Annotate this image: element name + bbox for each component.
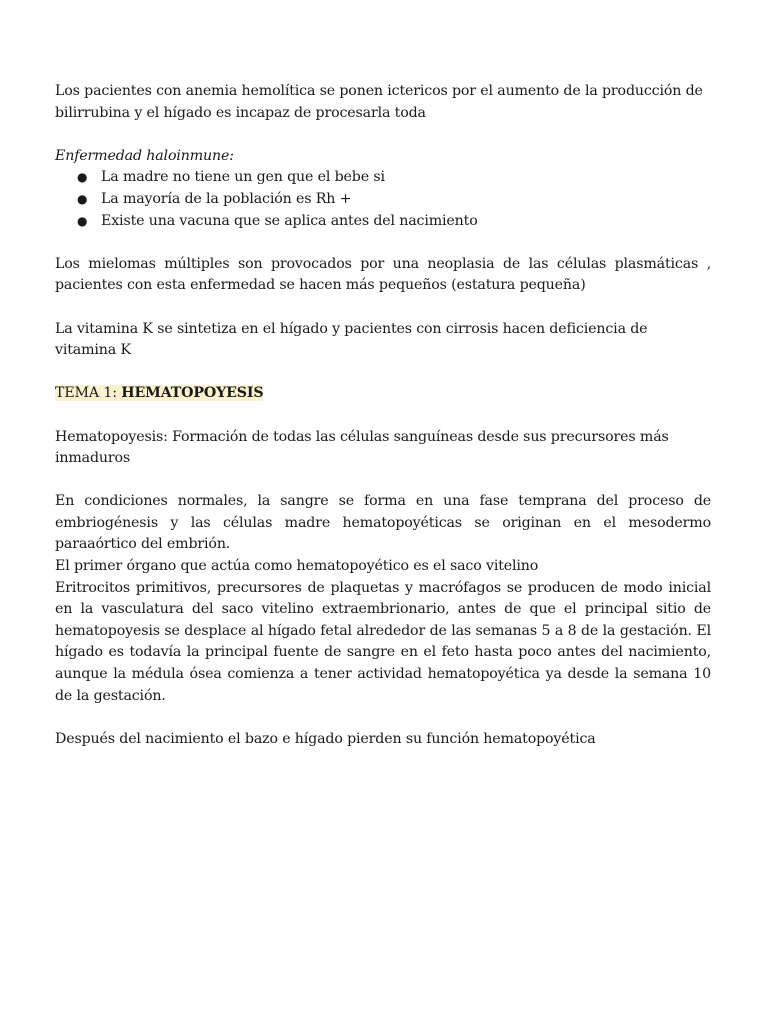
spacer bbox=[55, 124, 711, 146]
paragraph-anemia-hemolitica: Los pacientes con anemia hemolítica se ponen ictericos por el aumento de la producción de bilirrubina y el hígado es incapaz de procesarla toda bbox=[55, 83, 703, 121]
list-item-text: Existe una vacuna que se aplica antes del nacimiento bbox=[101, 212, 478, 229]
spacer bbox=[55, 405, 711, 427]
paragraph-definicion: Hematopoyesis: Formación de todas las células sanguíneas desde sus precursores más inmaduros bbox=[55, 428, 669, 467]
section-heading-prefix: TEMA 1: bbox=[55, 385, 122, 402]
section-heading bbox=[55, 383, 711, 405]
list-item bbox=[55, 211, 711, 233]
spacer bbox=[55, 707, 711, 729]
paragraph-eritrocitos: Eritrocitos primitivos, precursores de plaquetas y macrófagos se producen de modo inicial en la vasculatura del saco vitelino extraembrionario, antes de que el principal sitio de hematopoyesis se desplace al hígado fetal alrededor de las semanas 5 a 8 de la gestación. El hígado es todavía la principal fuente de sangre en el feto hasta poco antes del nacimiento, aunque la médula ósea comienza a tener actividad hematopoyética ya desde la semana 10 de la gestación. bbox=[55, 579, 711, 704]
spacer bbox=[55, 232, 711, 254]
bullet-icon: ● bbox=[77, 170, 88, 185]
haloinmune-heading: Enfermedad haloinmune: bbox=[55, 147, 234, 164]
bullet-icon: ● bbox=[77, 191, 88, 206]
bullet-icon: ● bbox=[77, 213, 88, 228]
paragraph-condiciones-normales: En condiciones normales, la sangre se forma en una fase temprana del proceso de embriogénesis y las células madre hematopoyéticas se originan en el mesodermo paraaórtico del embrión. bbox=[55, 493, 711, 553]
section-heading-title: HEMATOPOYESIS bbox=[121, 385, 264, 402]
spacer bbox=[55, 362, 711, 384]
list-item-text: La madre no tiene un gen que el bebe si bbox=[101, 169, 385, 186]
list-item bbox=[55, 189, 711, 211]
list-item bbox=[55, 167, 711, 189]
paragraph-vitamina-k: La vitamina K se sintetiza en el hígado y pacientes con cirrosis hacen deficiencia de vitamina K bbox=[55, 320, 648, 359]
section-heading-highlight bbox=[55, 385, 263, 401]
list-item-text: La mayoría de la población es Rh + bbox=[101, 190, 352, 207]
paragraph-primer-organo: El primer órgano que actúa como hematopoyético es el saco vitelino bbox=[55, 558, 539, 575]
document-page bbox=[55, 81, 711, 750]
spacer bbox=[55, 297, 711, 319]
paragraph-mielomas: Los mielomas múltiples son provocados por una neoplasia de las células plasmáticas , pacientes con esta enfermedad se hacen más pequeños (estatura pequeña) bbox=[55, 255, 711, 294]
spacer bbox=[55, 470, 711, 492]
paragraph-despues-nacimiento: Después del nacimiento el bazo e hígado pierden su función hematopoyética bbox=[55, 730, 596, 747]
haloinmune-list bbox=[55, 167, 711, 232]
